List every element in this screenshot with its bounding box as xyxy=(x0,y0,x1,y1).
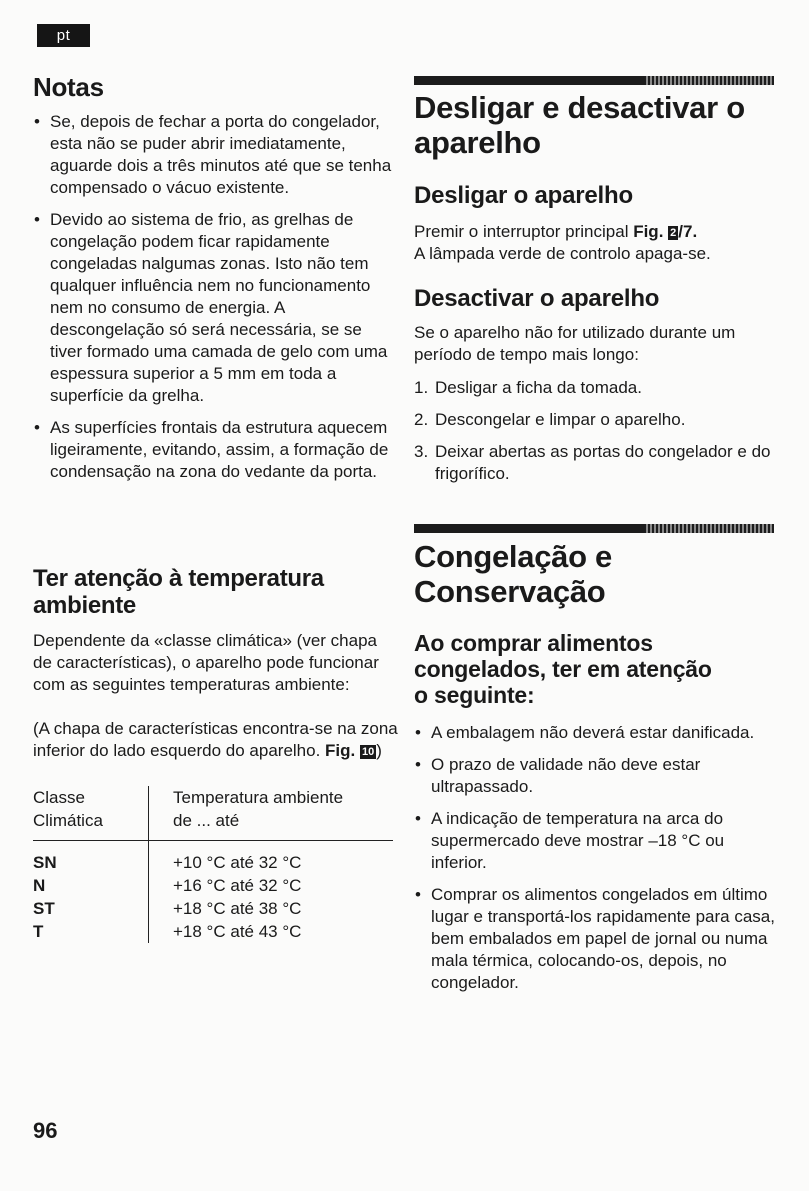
header-classe-line1: Classe xyxy=(33,788,85,807)
temperatura-note xyxy=(33,718,398,762)
header-classe-line2: Climática xyxy=(33,811,103,830)
language-badge: pt xyxy=(37,24,90,47)
note-fig-ref: Fig. xyxy=(325,741,356,760)
comprar-line1: Ao comprar alimentos xyxy=(414,630,653,656)
fig-number-box: 2 xyxy=(670,227,677,239)
lamp-text: A lâmpada verde de controlo apaga-se. xyxy=(414,244,711,263)
section-divider-bar xyxy=(414,524,774,533)
fig-item: /7. xyxy=(678,222,698,241)
comprar-sub-heading xyxy=(414,630,712,708)
range-cell: +10 °C até 32 °C xyxy=(173,853,302,872)
congelacao-heading-line2: Conservação xyxy=(414,574,606,609)
step-number: 1. xyxy=(414,378,429,397)
page-number: 96 xyxy=(33,1118,58,1143)
temperatura-intro: Dependente da «classe climática» (ver chapa de características), o aparelho pode funcionar com as seguintes temperaturas ambiente: xyxy=(33,631,379,694)
step-item xyxy=(414,441,779,485)
notas-bullet: • As superfícies frontais da estrutura aquecem ligeiramente, evitando, assim, a formação de condensação na zona do vedante da porta. xyxy=(33,417,398,483)
header-temp-line2: de ... até xyxy=(173,811,240,830)
step-number: 2. xyxy=(414,410,429,429)
desligar-heading-line2: aparelho xyxy=(414,125,541,160)
comprar-line3: o seguinte: xyxy=(414,682,535,708)
congelacao-heading xyxy=(414,539,612,609)
table-header-row xyxy=(33,786,393,841)
comprar-line2: congelados, ter em atenção xyxy=(414,656,712,682)
table-row xyxy=(33,920,393,943)
congelacao-heading-line1: Congelação e xyxy=(414,539,612,574)
temperatura-heading-line1: Ter atenção à temperatura xyxy=(33,565,324,592)
table-row xyxy=(33,897,393,920)
notas-bullet: • Se, depois de fechar a porta do congelador, esta não se puder abrir imediatamente, aguarde dois a três minutos até que se tenha compensado o vácuo existente. xyxy=(33,111,398,199)
temperatura-heading xyxy=(33,565,324,619)
range-cell: +18 °C até 38 °C xyxy=(173,899,302,918)
class-cell: ST xyxy=(33,897,149,920)
note-close: ) xyxy=(376,741,382,760)
step-text: Deixar abertas as portas do congelador e do frigorífico. xyxy=(435,442,771,483)
class-cell: SN xyxy=(33,851,149,874)
fig-number-box: 10 xyxy=(362,746,375,758)
desligar-heading xyxy=(414,90,745,160)
step-item xyxy=(414,377,779,399)
desactivar-sub-heading: Desactivar o aparelho xyxy=(414,285,660,312)
class-cell: T xyxy=(33,920,149,943)
header-classe xyxy=(33,786,149,841)
comprar-bullet: • A indicação de temperatura na arca do supermercado deve mostrar –18 °C ou inferior. xyxy=(414,808,779,874)
step-number: 3. xyxy=(414,442,429,461)
step-text: Descongelar e limpar o aparelho. xyxy=(435,410,686,429)
class-cell: N xyxy=(33,874,149,897)
comprar-list xyxy=(414,722,779,1004)
comprar-bullet: • A embalagem não deverá estar danificada. xyxy=(414,722,779,744)
note-text: (A chapa de características encontra-se na zona inferior do lado esquerdo do aparelho. xyxy=(33,719,398,760)
comprar-bullet: • O prazo de validade não deve estar ultrapassado. xyxy=(414,754,779,798)
desactivar-steps xyxy=(414,377,779,495)
range-cell: +18 °C até 43 °C xyxy=(173,922,302,941)
notas-bullet: • Devido ao sistema de frio, as grelhas de congelação podem ficar rapidamente congeladas nalgumas zonas. Isto não tem qualquer influência nem no funcionamento nem no consumo de energia. A descongelação só será necessária, se se tiver formado uma camada de gelo com uma espessura superior a 5 mm em toda a superfície da grelha. xyxy=(33,209,398,407)
range-cell: +16 °C até 32 °C xyxy=(173,876,302,895)
desligar-heading-line1: Desligar e desactivar o xyxy=(414,90,745,125)
section-divider-bar xyxy=(414,76,774,85)
step-item xyxy=(414,409,779,431)
header-temperatura xyxy=(149,786,394,841)
header-temp-line1: Temperatura ambiente xyxy=(173,788,344,807)
notas-list xyxy=(33,111,398,493)
temperatura-heading-line2: ambiente xyxy=(33,592,136,619)
desligar-text: Premir o interruptor principal xyxy=(414,222,634,241)
desactivar-intro: Se o aparelho não for utilizado durante um período de tempo mais longo: xyxy=(414,323,736,364)
notas-heading: Notas xyxy=(33,72,104,102)
step-text: Desligar a ficha da tomada. xyxy=(435,378,642,397)
fig-ref: Fig. xyxy=(633,222,664,241)
comprar-bullet: • Comprar os alimentos congelados em último lugar e transportá-los rapidamente para casa, bem embalados em papel de jornal ou numa mala térmica, colocando-os, depois, no congelador. xyxy=(414,884,779,994)
table-row xyxy=(33,851,393,874)
desligar-instructions xyxy=(414,221,779,265)
desligar-sub-heading: Desligar o aparelho xyxy=(414,182,633,209)
climate-class-table xyxy=(33,786,393,943)
table-row xyxy=(33,874,393,897)
